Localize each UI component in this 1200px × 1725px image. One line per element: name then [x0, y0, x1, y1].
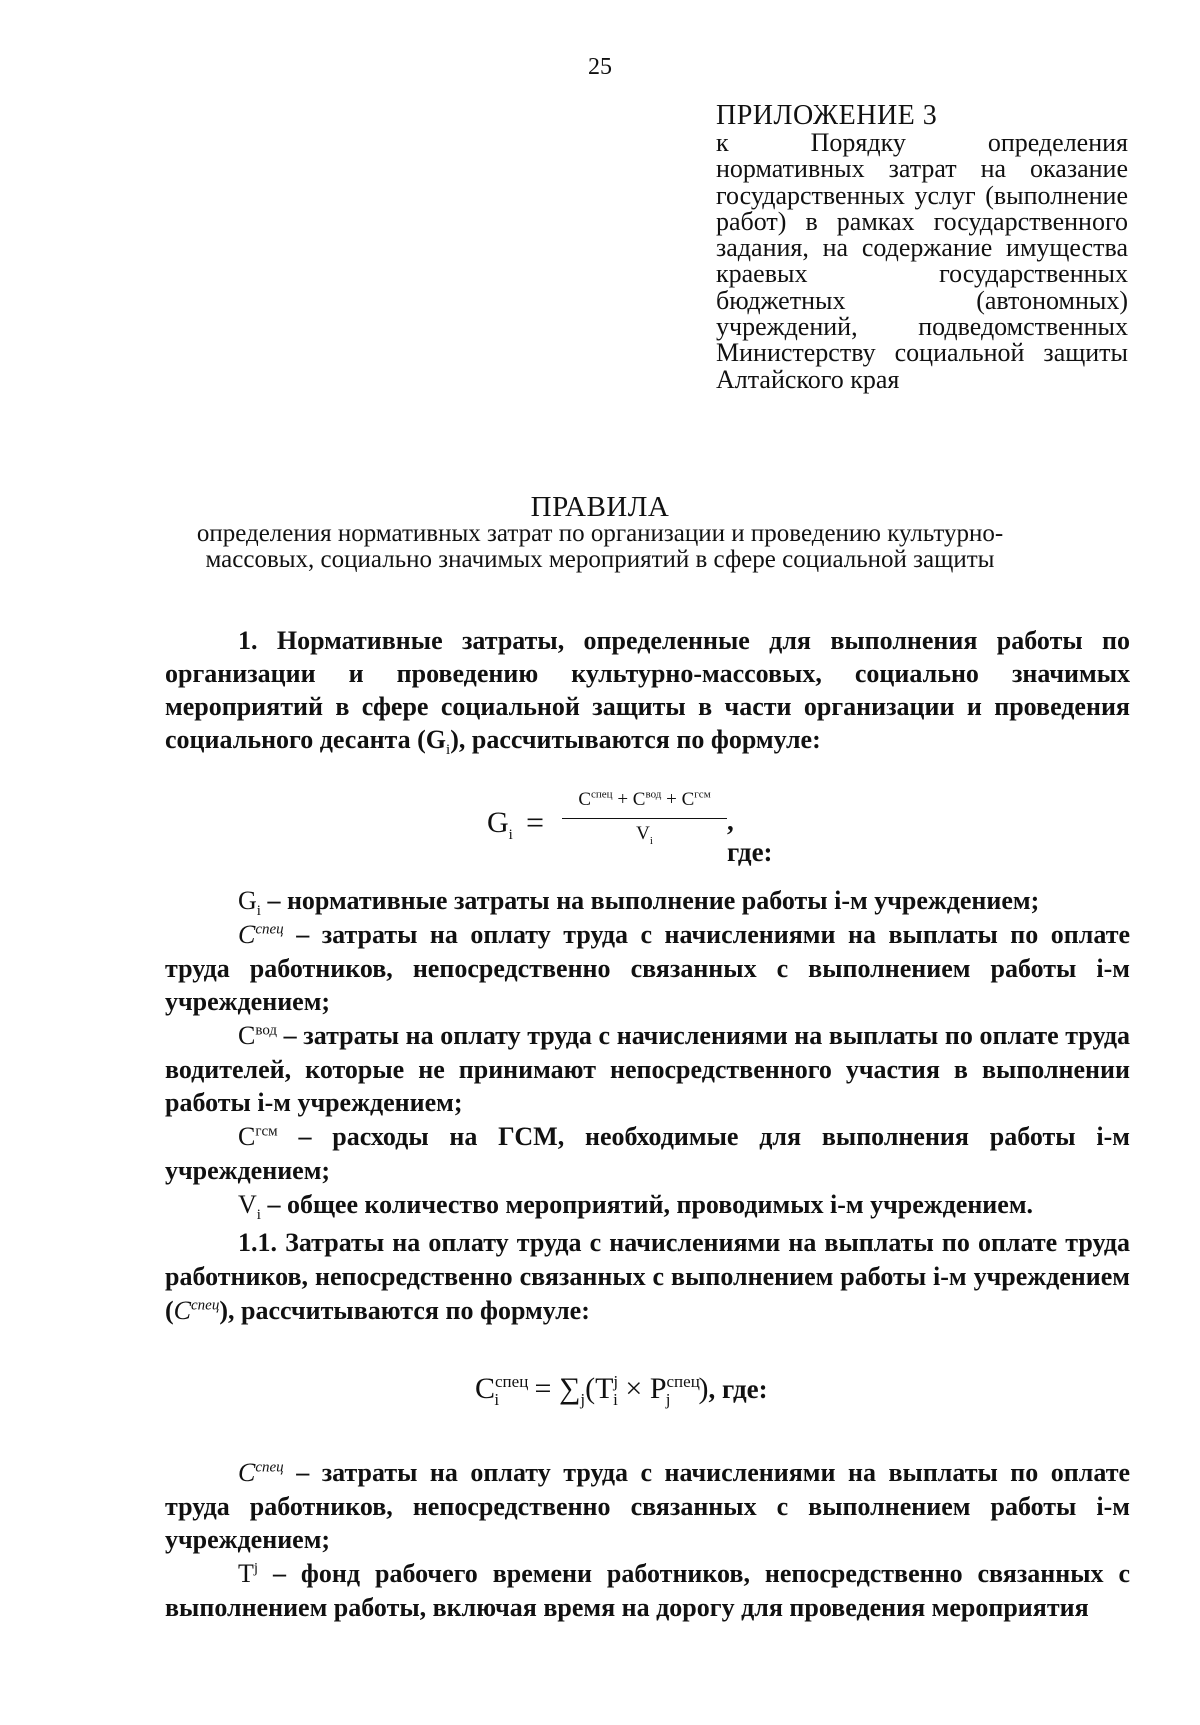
- formula-1-where: , где:: [727, 806, 773, 867]
- paragraph-1-1-text: 1.1. Затраты на оплату труда с начислениями на выплаты по оплате труда работников, непосредственно связанных с выполнением работы i-м учреждением (: [165, 1228, 1130, 1325]
- def-c-spec-text: – затраты на оплату труда с начислениями на выплаты по оплате труда работников, непосредственно связанных с выполнением работы i-м учреждением;: [165, 920, 1131, 1016]
- formula-2-p: P: [649, 1372, 667, 1405]
- paragraph-1-text: 1. Нормативные затраты, определенные для выполнения работы по организации и проведению культурно-массовых, социально значимых мероприятий в сфере социальной защиты в части организации и проведения социального десанта (G: [165, 626, 1130, 754]
- def-c-vod-letter: C: [238, 1021, 256, 1050]
- formula-2-t-sup: j: [613, 1372, 619, 1391]
- formula-2-lhs-sub: i: [494, 1390, 500, 1409]
- def-c-spec-sup: спец: [255, 921, 284, 938]
- def-g-text: – нормативные затраты на выполнение работы i-м учреждением;: [267, 886, 1040, 915]
- formula-1-numerator: [562, 789, 727, 811]
- c-spec-sup: спец: [591, 788, 613, 801]
- def2-c-spec-symbol: [238, 1458, 284, 1487]
- paragraph-1-1-sup: спец: [191, 1297, 220, 1314]
- def-g-sub: i: [256, 903, 261, 920]
- def-c-gsm-letter: C: [238, 1122, 256, 1151]
- c-gsm-symbol: C: [681, 789, 695, 810]
- def-c-gsm-sup: гсм: [255, 1123, 278, 1140]
- formula-1-denominator: [562, 823, 727, 845]
- formula-1-lhs: [487, 806, 513, 843]
- def-c-vod-text: – затраты на оплату труда с начислениями на выплаты по оплате труда водителей, которые не принимают непосредственного участия в выполнении работы i-м учреждением;: [165, 1021, 1131, 1117]
- paragraph-1-1-tail: ), рассчитываются по формуле:: [219, 1296, 590, 1325]
- formula-2: [475, 1372, 768, 1409]
- def-v-text: – общее количество мероприятий, проводимых i-м учреждением.: [267, 1190, 1034, 1219]
- formula-2-t: (T: [585, 1372, 614, 1405]
- paragraph-1-1-letter: C: [173, 1296, 192, 1325]
- appendix-text: к Порядку определения нормативных затрат на оказание государственных услуг (выполнение работ) в рамках государственного задания, на содержание имущества краевых государственных бюджетных (автономных) учреждений, подведомственных Министерству социальной защиты Алтайского края: [716, 128, 1128, 394]
- formula-1-lhs-sub: i: [508, 827, 513, 843]
- formula-2-close: ): [698, 1372, 709, 1405]
- def2-c-spec: [165, 1456, 1130, 1557]
- formula-2-p-sup: спец: [666, 1372, 700, 1391]
- formula-1-equals: =: [526, 804, 545, 840]
- c-vod-symbol: C: [632, 789, 646, 810]
- def2-c-spec-text: – затраты на оплату труда с начислениями на выплаты по оплате труда работников, непосредственно связанных с выполнением работы i-м учреждением;: [165, 1458, 1131, 1554]
- times-symbol: ×: [625, 1372, 643, 1405]
- v-sub: i: [649, 834, 653, 847]
- rules-subtitle: определения нормативных затрат по организации и проведению культурно-массовых, социально значимых мероприятий в сфере социальной защиты: [196, 520, 1004, 573]
- sum-symbol: ∑: [558, 1372, 581, 1405]
- fraction-bar: [562, 818, 727, 819]
- formula-1-lhs-symbol: G: [487, 806, 509, 839]
- c-vod-sup: вод: [645, 788, 662, 801]
- def-c-spec-symbol: [238, 920, 284, 949]
- def-c-gsm-symbol: [238, 1122, 278, 1151]
- rules-title: ПРАВИЛА: [530, 491, 670, 523]
- def-c-spec: [165, 918, 1130, 1019]
- v-symbol: V: [636, 823, 650, 844]
- def-c-vod-sup: вод: [255, 1022, 278, 1039]
- formula-2-t-sub: i: [613, 1390, 618, 1409]
- paragraph-1: [165, 624, 1130, 759]
- paragraph-1-1: [165, 1226, 1130, 1328]
- def2-c-spec-sup: спец: [255, 1459, 284, 1476]
- def-v-symbol: V: [238, 1190, 257, 1219]
- c-gsm-sup: гсм: [694, 788, 711, 801]
- def2-c-spec-letter: C: [238, 1458, 256, 1487]
- page-number: 25: [588, 54, 612, 80]
- sum-sub: j: [580, 1390, 586, 1409]
- def2-t-text: – фонд рабочего времени работников, непосредственно связанных с выполнением работы, включая время на дорогу для проведения мероприятия: [165, 1559, 1130, 1622]
- formula-2-lhs-sup: спец: [495, 1372, 529, 1391]
- paragraph-1-tail: ), рассчитываются по формуле:: [450, 725, 821, 754]
- plus-1: +: [617, 789, 629, 810]
- def-v-sub: i: [256, 1207, 261, 1224]
- def2-t: [165, 1557, 1130, 1624]
- def-v: [165, 1188, 1130, 1222]
- def-g: [165, 884, 1130, 918]
- formula-2-equals: =: [534, 1372, 552, 1405]
- def2-t-symbol: $T^j$: [238, 1559, 259, 1588]
- def-c-gsm-text: – расходы на ГСМ, необходимые для выполнения работы i-м учреждением;: [165, 1122, 1130, 1185]
- formula-2-lhs: C: [475, 1372, 496, 1405]
- formula-2-where: , где:: [708, 1374, 768, 1404]
- def-g-symbol: G: [238, 886, 257, 915]
- def2-t-sup: j: [253, 1560, 259, 1577]
- c-spec-symbol: C: [578, 789, 592, 810]
- paragraph-1-1-symbol: [174, 1296, 220, 1325]
- formula-2-p-sub: j: [665, 1390, 671, 1409]
- plus-2: +: [666, 789, 677, 810]
- paragraph-1-sub: i: [446, 742, 451, 759]
- def-c-vod-symbol: [238, 1021, 277, 1050]
- def-c-vod: [165, 1019, 1130, 1120]
- def-c-spec-letter: C: [238, 920, 256, 949]
- def-c-gsm: [165, 1120, 1130, 1187]
- appendix-title: ПРИЛОЖЕНИЕ 3: [716, 100, 938, 131]
